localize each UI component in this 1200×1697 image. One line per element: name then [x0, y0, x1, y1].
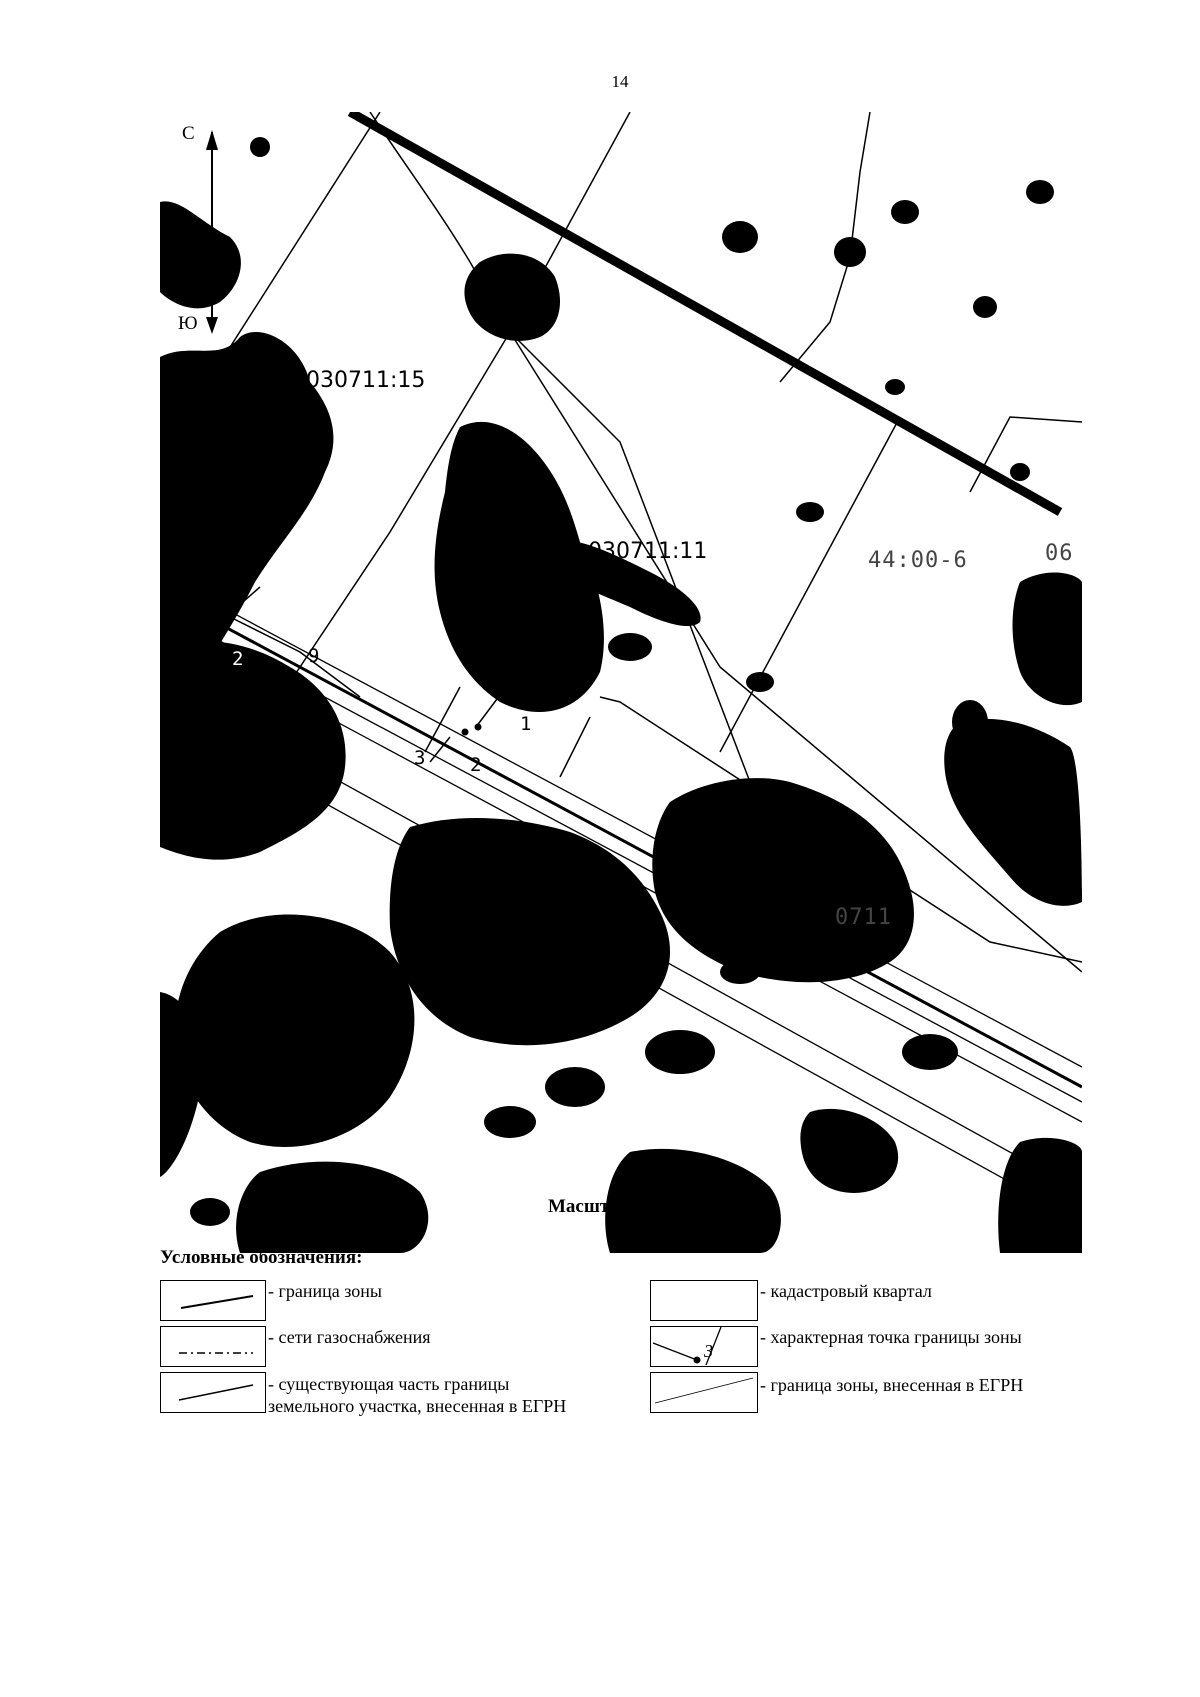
parcel-label-030711-15: 030711:15	[306, 368, 426, 393]
cadastral-map	[160, 112, 1082, 1253]
legend-text-registered-zone-boundary: - граница зоны, внесенная в ЕГРН	[760, 1375, 1024, 1395]
point-label-1-upper: 1	[520, 713, 532, 735]
page-number: 14	[611, 72, 629, 91]
zone-point-2	[462, 729, 469, 736]
north-label: С	[182, 123, 195, 144]
quarter-label-right: 44:00-6	[868, 548, 968, 573]
legend-symbol-gas-network	[160, 1326, 266, 1367]
point-label-3: 3	[414, 747, 426, 769]
point-label-fragment-2: 2	[232, 648, 244, 670]
legend-title: Условные обозначения:	[160, 1247, 363, 1268]
legend-text-parcel-boundary-line1: - существующая часть границы	[268, 1374, 510, 1394]
point-label-4: 4	[192, 648, 204, 670]
legend-symbol-registered-zone-boundary	[650, 1372, 758, 1413]
legend-symbol-cadastral-quarter	[650, 1280, 758, 1321]
legend-symbol-point-label: 3	[704, 1341, 713, 1361]
point-label-fragment-25: 25	[305, 695, 328, 717]
point-label-fragment-9: 9	[308, 645, 320, 667]
quarter-label-right-tail: 06	[1045, 541, 1074, 566]
south-label: Ю	[178, 313, 198, 334]
map-scale: Масштаб 1:500	[548, 1196, 678, 1217]
legend-text-parcel-boundary-line2: земельного участка, внесенная в ЕГРН	[268, 1396, 567, 1416]
parcel-label-0711-12: 0711:12	[970, 736, 1062, 761]
legend-text-gas-network: - сети газоснабжения	[268, 1327, 431, 1347]
legend-symbol-zone-boundary	[160, 1280, 266, 1321]
legend-symbol-zone-point	[650, 1326, 758, 1367]
map-canvas	[160, 112, 1082, 1253]
legend-symbol-parcel-boundary	[160, 1372, 266, 1413]
quarter-label-bottom: 0711	[835, 905, 892, 930]
legend-text-zone-boundary: - граница зоны	[268, 1281, 382, 1301]
legend-text-cadastral-quarter: - кадастровый квартал	[760, 1281, 932, 1301]
parcel-label-030711-11: 030711:11	[588, 539, 708, 564]
point-label-1-lower: 1	[575, 843, 587, 865]
legend-text-zone-point: - характерная точка границы зоны	[760, 1327, 1022, 1347]
point-label-2: 2	[470, 754, 482, 776]
